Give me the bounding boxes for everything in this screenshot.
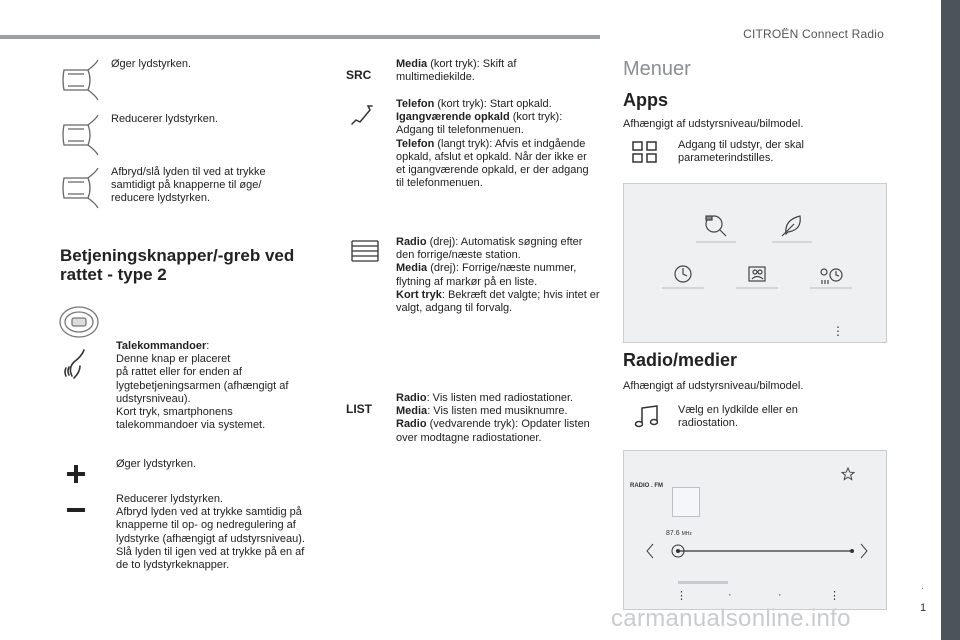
plus-icon	[64, 462, 88, 486]
radio-desc-2: (drej): Forrige/næste nummer, flytning af markør på en liste.	[396, 262, 577, 288]
apps-note: Afhængigt af udstyrsniveau/bilmodel.	[623, 118, 804, 130]
mute-text: Afbryd/slå lyden til ved at trykke samtidigt på knapperne til øge/ reducere lydstyrken.	[111, 166, 266, 205]
src-text	[396, 58, 591, 84]
radio-media-desc: Vælg en lydkilde eller en radiostation.	[678, 404, 798, 430]
list-label: LIST	[346, 402, 372, 416]
voice-command-text	[116, 340, 316, 432]
apps-climate-icon[interactable]	[810, 264, 852, 295]
apps-eco-icon[interactable]	[772, 206, 812, 249]
radio-dot-icon-2[interactable]: ·	[778, 589, 782, 601]
src-label: SRC	[346, 68, 372, 82]
list-bold-3: Radio	[396, 418, 427, 431]
favorite-star-icon[interactable]	[841, 467, 855, 486]
apps-title: Apps	[623, 90, 668, 110]
list-bold-1: Radio	[396, 392, 427, 404]
next-station-icon[interactable]	[860, 543, 868, 564]
page-number: 1	[920, 602, 927, 614]
thumbwheel-icon	[350, 237, 380, 263]
radio-more-icon[interactable]: ⋮	[829, 590, 840, 602]
minus-text: Reducerer lydstyrken. Afbryd lyden ved at trykke samtidig på knapperne til op- og nedregulering af lydstyrke (afhængigt af udstyrsniveau). Slå lyden til igen ved at trykke på en af de to lydstyrkeknapper.	[116, 493, 305, 572]
radio-text	[396, 236, 601, 315]
src-desc: (kort tryk): Skift af multimediekilde.	[396, 58, 517, 84]
steering-wheel-icon	[58, 304, 100, 340]
radio-menu-icon[interactable]: ⋮	[676, 590, 687, 602]
radio-freq-value: 87.6	[666, 530, 680, 537]
section-title-steering: Betjeningsknapper/-greb ved rattet - type 2	[60, 246, 295, 284]
mute-lever-icon	[58, 166, 100, 210]
apps-more-icon[interactable]: ⋮	[832, 324, 844, 338]
radio-bold-1: Radio	[396, 236, 427, 248]
volume-up-lever-icon	[58, 58, 100, 102]
radio-desc-1: (drej): Automatisk søgning efter den forrige/næste station.	[396, 236, 583, 262]
voice-command-desc: : Denne knap er placeret på rattet eller for enden af lygtebetjeningsarmen (afhængigt af udstyrsniveau). Kort tryk, smartphonens talekommandoer via systemet.	[116, 340, 289, 432]
radio-media-note: Afhængigt af udstyrsniveau/bilmodel.	[623, 380, 804, 392]
sidebar-strip	[941, 0, 960, 640]
music-note-icon	[634, 405, 660, 429]
list-desc-3: (vedvarende tryk): Opdater listen over modtagne radiostationer.	[396, 418, 590, 444]
prev-station-icon[interactable]	[646, 543, 654, 564]
plus-text: Øger lydstyrken.	[116, 458, 197, 470]
apps-screen	[623, 183, 887, 343]
apps-connect-icon[interactable]	[696, 206, 736, 249]
header-title: CITROËN Connect Radio	[743, 27, 884, 41]
radio-dot-icon-1[interactable]: ·	[728, 589, 732, 601]
volume-up-text: Øger lydstyrken.	[111, 58, 192, 70]
radio-tab-indicator	[678, 581, 728, 584]
phone-bold-3: Telefon	[396, 137, 435, 150]
volume-down-text: Reducerer lydstyrken.	[111, 113, 218, 125]
voice-command-label: Talekommandoer	[116, 340, 207, 352]
phone-bold-2: Igangværende opkald	[396, 111, 510, 124]
phone-icon	[350, 104, 374, 126]
radio-freq-unit: MHz	[681, 531, 692, 537]
minus-icon	[64, 506, 88, 514]
radio-band: RADIO . FM	[630, 483, 663, 489]
apps-contacts-icon[interactable]	[736, 264, 778, 295]
list-desc-1: : Vis listen med radiostationer.	[426, 392, 574, 404]
radio-bold-3: Kort tryk	[396, 288, 442, 301]
volume-down-lever-icon	[58, 113, 100, 157]
tuning-slider[interactable]	[668, 541, 858, 566]
header-rule	[0, 35, 600, 39]
phone-bold-1: Telefon	[396, 98, 435, 110]
station-artwork	[672, 487, 700, 517]
apps-grid-icon	[632, 141, 658, 163]
list-bold-2: Media	[396, 405, 428, 418]
radio-bold-2: Media	[396, 262, 428, 275]
phone-text	[396, 98, 596, 190]
radio-screen	[623, 450, 887, 610]
voice-command-icon	[62, 348, 92, 380]
list-desc-2: : Vis listen med musiknumre.	[427, 405, 568, 418]
src-bold: Media	[396, 58, 428, 70]
list-text	[396, 392, 601, 445]
radio-media-title: Radio/medier	[623, 350, 738, 370]
phone-desc-3: (langt tryk): Afvis et indgående opkald, afslut et opkald. Når der ikke er et igangværende opkald, er der adgang til telefonmenuen.	[396, 137, 589, 190]
phone-desc-1: (kort tryk): Start opkald.	[434, 98, 552, 110]
apps-desc: Adgang til udstyr, der skal parameterindstilles.	[678, 139, 804, 165]
radio-desc-3: : Bekræft det valgte; hvis intet er valgt, adgang til forvalg.	[396, 288, 600, 315]
apps-vehicle-icon[interactable]	[662, 264, 704, 295]
corner-mark: .	[921, 580, 925, 592]
phone-desc-2: (kort tryk): Adgang til telefonmenuen.	[396, 111, 563, 137]
watermark: carmanualsonline.info	[611, 605, 851, 632]
menu-title: Menuer	[623, 58, 691, 80]
radio-frequency	[666, 530, 692, 537]
